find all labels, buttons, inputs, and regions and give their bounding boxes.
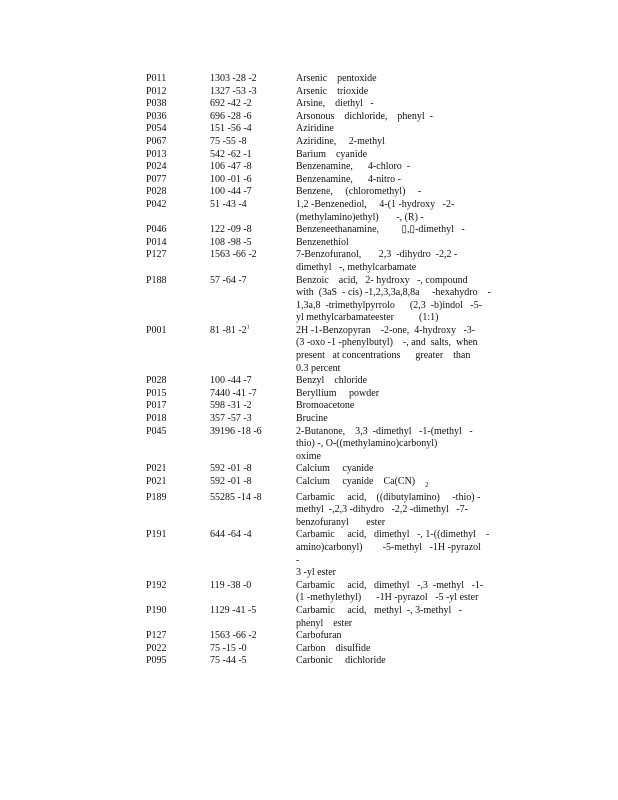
cas-number-text: 100 -44 -7	[210, 375, 252, 387]
table-row	[146, 136, 491, 149]
chemical-name-text: Arsonous dichloride, phenyl -	[296, 110, 433, 122]
table-row	[146, 492, 491, 530]
cas-number	[210, 224, 296, 237]
chemical-name	[296, 492, 491, 530]
cas-number	[210, 630, 296, 643]
waste-code: P189	[146, 491, 167, 503]
cas-number	[210, 605, 296, 630]
waste-code: P054	[146, 123, 167, 135]
chemical-name	[296, 174, 491, 187]
waste-code: P018	[146, 413, 167, 425]
cas-number	[210, 111, 296, 124]
chemical-name-text: Aziridine	[296, 123, 334, 135]
chemical-name	[296, 149, 491, 162]
cas-number	[210, 463, 296, 476]
footnote-marker: 1	[246, 324, 250, 331]
table-row	[146, 249, 491, 274]
chemical-name	[296, 111, 491, 124]
chemical-name	[296, 86, 491, 99]
table-row	[146, 199, 491, 224]
table-row	[146, 413, 491, 426]
waste-code: P095	[146, 655, 167, 667]
table-row	[146, 400, 491, 413]
chemical-name	[296, 580, 491, 605]
cas-number	[210, 86, 296, 99]
waste-code: P188	[146, 274, 167, 286]
chemical-name	[296, 123, 491, 136]
cas-number	[210, 161, 296, 174]
table-row	[146, 186, 491, 199]
chemical-name	[296, 275, 491, 325]
table-row	[146, 111, 491, 124]
cas-number-text: 696 -28 -6	[210, 110, 252, 122]
cas-number-text: 57 -64 -7	[210, 274, 247, 286]
chemical-name-text: Aziridine, 2-methyl	[296, 135, 385, 147]
cas-number	[210, 580, 296, 605]
cas-number-text: 122 -09 -8	[210, 224, 252, 236]
waste-code: P067	[146, 135, 167, 147]
cas-number	[210, 73, 296, 86]
cas-number-text: 75 -44 -5	[210, 655, 247, 667]
table-row	[146, 375, 491, 388]
waste-code: P028	[146, 375, 167, 387]
waste-code: P046	[146, 224, 167, 236]
table-row	[146, 275, 491, 325]
chemical-name	[296, 413, 491, 426]
chemical-name	[296, 655, 491, 668]
waste-code: P015	[146, 387, 167, 399]
cas-number-text: 81 -81 -2	[210, 324, 247, 336]
table-row	[146, 224, 491, 237]
chemical-name-text: 2-Butanone, 3,3 -dimethyl -1-(methyl - thio) -, O-((methylamino)carbonyl) oxime	[296, 425, 473, 462]
cas-number-text: 75 -55 -8	[210, 135, 247, 147]
chemical-name-text: 1,2 -Benzenediol, 4-(1 -hydroxy -2- (methylamino)ethyl) -, (R) -	[296, 198, 455, 223]
waste-code: P001	[146, 324, 167, 336]
cas-number-text: 100 -01 -6	[210, 173, 252, 185]
cas-number-text: 100 -44 -7	[210, 186, 252, 198]
chemical-name	[296, 476, 491, 492]
waste-code: P036	[146, 110, 167, 122]
waste-code: P017	[146, 400, 167, 412]
table-row	[146, 476, 491, 492]
cas-number-text: 1327 -53 -3	[210, 85, 257, 97]
cas-number-text: 151 -56 -4	[210, 123, 252, 135]
cas-number-text: 644 -64 -4	[210, 529, 252, 541]
chemical-name	[296, 136, 491, 149]
table-row	[146, 325, 491, 375]
chemical-name-text: Bromoacetone	[296, 400, 355, 412]
cas-number-text: 592 -01 -8	[210, 476, 252, 487]
cas-number	[210, 655, 296, 668]
chemical-name-text: 2H -1-Benzopyran -2-one, 4-hydroxy -3- (3 -oxo -1 -phenylbutyl) -, and salts, when present at concentrations greater than 0.3 percent	[296, 324, 478, 374]
chemical-name-text: Carbamic acid, methyl -, 3-methyl - phenyl ester	[296, 604, 463, 629]
cas-number	[210, 249, 296, 274]
waste-code: P022	[146, 642, 167, 654]
cas-number	[210, 643, 296, 656]
waste-code: P024	[146, 161, 167, 173]
cas-number-text: 55285 -14 -8	[210, 491, 262, 503]
cas-number	[210, 325, 296, 375]
waste-code: P021	[146, 463, 167, 475]
chemical-name-text: Benzenethiol	[296, 236, 349, 248]
chemical-name	[296, 161, 491, 174]
waste-code: P192	[146, 579, 167, 591]
table-row	[146, 174, 491, 187]
cas-number	[210, 275, 296, 325]
cas-number-text: 542 -62 -1	[210, 148, 252, 160]
chemical-name-text: Arsenic pentoxide	[296, 73, 377, 84]
cas-number-text: 51 -43 -4	[210, 198, 247, 210]
waste-code: P038	[146, 98, 167, 110]
chemical-name	[296, 199, 491, 224]
waste-code: P014	[146, 236, 167, 248]
waste-code: P191	[146, 529, 167, 541]
waste-code: P013	[146, 148, 167, 160]
cas-number	[210, 476, 296, 492]
chemical-name	[296, 98, 491, 111]
table-row	[146, 388, 491, 401]
chemical-name-text: Benzenamine, 4-chloro -	[296, 161, 411, 173]
cas-number-text: 7440 -41 -7	[210, 387, 257, 399]
cas-number	[210, 199, 296, 224]
cas-number	[210, 123, 296, 136]
cas-number	[210, 174, 296, 187]
chemical-name-text: Barium cyanide	[296, 148, 368, 160]
hazardous-waste-table	[146, 73, 491, 668]
chemical-name-text: Carbamic acid, dimethyl -,3 -methyl -1- (1 -methylethyl) -1H -pyrazol -5 -yl ester	[296, 579, 484, 604]
cas-number-text: 1563 -66 -2	[210, 630, 257, 642]
cas-number-text: 1303 -28 -2	[210, 73, 257, 84]
chemical-name	[296, 605, 491, 630]
table-row	[146, 529, 491, 579]
table-row	[146, 123, 491, 136]
chemical-name-text: Arsine, diethyl -	[296, 98, 374, 110]
table-row	[146, 643, 491, 656]
chemical-name-text: Benzenamine, 4-nitro -	[296, 173, 401, 185]
table-row	[146, 630, 491, 643]
cas-number	[210, 186, 296, 199]
chemical-name-text: Carbon disulfide	[296, 642, 371, 654]
waste-code: P012	[146, 85, 167, 97]
chemical-name	[296, 529, 491, 579]
chemical-name	[296, 224, 491, 237]
chemical-name-text: Benzoic acid, 2- hydroxy -, compound with (3aS - cis) -1,2,3,3a,8,8a -hexahydro - 1,3a,8 -trimethylpyrrolo (2,3 -b)indol -5- yl methylcarbamateester (1:1)	[296, 274, 491, 324]
chemical-name-text: Carbamic acid, ((dibutylamino) -thio) - methyl -,2,3 -dihydro -2,2 -dimethyl -7- benzofuranyl ester	[296, 491, 481, 528]
waste-code: P021	[146, 476, 167, 487]
chemical-name-text: Calcium cyanide	[296, 463, 374, 475]
chemical-name	[296, 643, 491, 656]
cas-number	[210, 529, 296, 579]
table-row	[146, 161, 491, 174]
chemical-name-text: Beryllium powder	[296, 387, 380, 399]
chemical-name-text: Benzene, (chloromethyl) -	[296, 186, 422, 198]
chemical-name-text: Calcium cyanide Ca(CN)	[296, 476, 416, 487]
cas-number-text: 75 -15 -0	[210, 642, 247, 654]
chemical-name-text: 7-Benzofuranol, 2,3 -dihydro -2,2 - dimethyl -, methylcarbamate	[296, 249, 458, 273]
chemical-name	[296, 630, 491, 643]
cas-number-text: 39196 -18 -6	[210, 425, 262, 437]
cas-number-text: 692 -42 -2	[210, 98, 252, 110]
cas-number-text: 119 -38 -0	[210, 579, 252, 591]
table-row	[146, 655, 491, 668]
chemical-name	[296, 249, 491, 274]
chemical-name	[296, 325, 491, 375]
waste-code: P127	[146, 630, 167, 642]
subscript: 2	[425, 481, 429, 489]
chemical-name-text: Benzyl chloride	[296, 375, 368, 387]
table-row	[146, 98, 491, 111]
waste-code: P011	[146, 73, 167, 84]
chemical-name	[296, 463, 491, 476]
table-row	[146, 149, 491, 162]
waste-code: P190	[146, 604, 167, 616]
cas-number-text: 592 -01 -8	[210, 463, 252, 475]
cas-number-text: 357 -57 -3	[210, 413, 252, 425]
chemical-name-text: Carbamic acid, dimethyl -, 1-((dimethyl - amino)carbonyl) -5-methyl -1H -pyrazol - 3 -yl ester	[296, 529, 490, 579]
table-row	[146, 73, 491, 86]
cas-number	[210, 413, 296, 426]
cas-number-text: 598 -31 -2	[210, 400, 252, 412]
table-row	[146, 426, 491, 464]
cas-number	[210, 400, 296, 413]
chemical-name	[296, 375, 491, 388]
chemical-name-text: Brucine	[296, 413, 328, 425]
cas-number-text: 1563 -66 -2	[210, 249, 257, 261]
waste-code: P042	[146, 198, 167, 210]
waste-code: P077	[146, 173, 167, 185]
chemical-name	[296, 237, 491, 250]
cas-number	[210, 375, 296, 388]
cas-number	[210, 426, 296, 464]
cas-number-text: 108 -98 -5	[210, 236, 252, 248]
chemical-name-text: Benzeneethanamine, ▯,▯-dimethyl -	[296, 224, 465, 236]
cas-number	[210, 388, 296, 401]
table-row	[146, 605, 491, 630]
table-row	[146, 580, 491, 605]
chemical-name	[296, 400, 491, 413]
cas-number	[210, 136, 296, 149]
waste-code: P045	[146, 425, 167, 437]
table-row	[146, 237, 491, 250]
table-row	[146, 463, 491, 476]
waste-code: P028	[146, 186, 167, 198]
chemical-name	[296, 73, 491, 86]
chemical-name	[296, 388, 491, 401]
chemical-name	[296, 426, 491, 464]
table-row	[146, 86, 491, 99]
chemical-name	[296, 186, 491, 199]
cas-number-text: 106 -47 -8	[210, 161, 252, 173]
cas-number	[210, 237, 296, 250]
chemical-name-text: Carbofuran	[296, 630, 342, 642]
cas-number	[210, 98, 296, 111]
chemical-name-text: Arsenic trioxide	[296, 85, 369, 97]
chemical-name-text: Carbonic dichloride	[296, 655, 386, 667]
cas-number	[210, 492, 296, 530]
waste-code: P127	[146, 249, 167, 261]
cas-number	[210, 149, 296, 162]
cas-number-text: 1129 -41 -5	[210, 604, 257, 616]
